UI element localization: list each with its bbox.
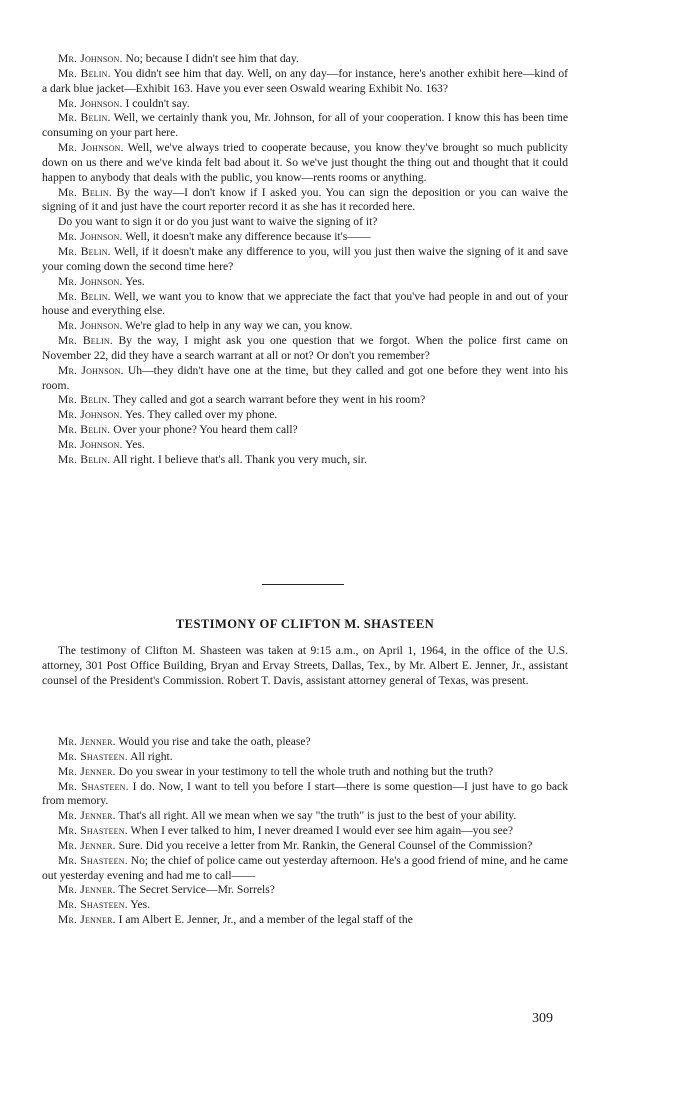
dialogue-text: I am Albert E. Jenner, Jr., and a member of the legal staff of the <box>118 913 413 927</box>
dialogue-paragraph <box>42 186 568 216</box>
dialogue-paragraph <box>42 319 568 334</box>
dialogue-text: All right. I believe that's all. Thank you very much, sir. <box>112 452 367 466</box>
dialogue-text: No; because I didn't see him that day. <box>125 52 299 65</box>
dialogue-paragraph <box>42 141 568 186</box>
speaker-name: Mr. Shasteen. <box>58 749 128 763</box>
testimony-intro <box>42 644 568 689</box>
speaker-name: Mr. Belin. <box>58 66 111 80</box>
speaker-name: Mr. Shasteen. <box>58 779 129 793</box>
speaker-name: Mr. Johnson. <box>58 230 123 244</box>
speaker-name: Mr. Johnson. <box>58 52 123 65</box>
dialogue-paragraph <box>42 438 568 453</box>
dialogue-text: You didn't see him that day. Well, on any day—for instance, here's another exhibit here—kind of a dark blue jacket—Exhibit 163. Have you ever seen Oswald wearing Exhibit No. 163? <box>42 66 569 95</box>
speaker-name: Mr. Belin. <box>58 111 111 125</box>
dialogue-paragraph <box>42 750 568 765</box>
dialogue-text: Yes. <box>125 274 145 288</box>
dialogue-paragraph <box>42 111 568 141</box>
dialogue-text: Do you want to sign it or do you just want to waive the signing of it? <box>58 215 378 229</box>
dialogue-paragraph <box>42 290 568 320</box>
speaker-name: Mr. Belin. <box>58 423 111 437</box>
dialogue-text: Sure. Did you receive a letter from Mr. Rankin, the General Counsel of the Commission? <box>118 838 533 852</box>
dialogue-paragraph <box>42 735 568 750</box>
dialogue-paragraph <box>42 883 568 898</box>
speaker-name: Mr. Johnson. <box>58 437 123 451</box>
dialogue-text: The Secret Service—Mr. Sorrels? <box>118 883 275 897</box>
dialogue-text: We're glad to help in any way we can, you know. <box>125 319 353 333</box>
dialogue-paragraph <box>42 334 568 364</box>
speaker-name: Mr. Belin. <box>58 452 111 466</box>
dialogue-paragraph <box>42 780 568 810</box>
speaker-name: Mr. Jenner. <box>58 883 116 897</box>
speaker-name: Mr. Johnson. <box>58 363 124 377</box>
dialogue-paragraph <box>42 245 568 275</box>
testimony-heading: TESTIMONY OF CLIFTON M. SHASTEEN <box>175 617 435 631</box>
dialogue-text: They called and got a search warrant before they went in his room? <box>113 393 426 407</box>
dialogue-paragraph <box>42 52 568 67</box>
dialogue-paragraph <box>42 275 568 290</box>
speaker-name: Mr. Shasteen. <box>58 898 128 912</box>
speaker-name: Mr. Johnson. <box>58 408 123 422</box>
dialogue-paragraph <box>42 215 568 230</box>
johnson-testimony-block <box>42 52 568 468</box>
dialogue-text: Over your phone? You heard them call? <box>113 423 298 437</box>
dialogue-text: When I ever talked to him, I never dreamed I would ever see him again—you see? <box>130 824 513 838</box>
dialogue-text: That's all right. All we mean when we say "the truth" is just to the best of your ability. <box>118 809 517 823</box>
dialogue-paragraph <box>42 824 568 839</box>
speaker-name: Mr. Belin. <box>58 185 112 199</box>
speaker-name: Mr. Jenner. <box>58 735 116 748</box>
speaker-name: Mr. Johnson. <box>58 274 123 288</box>
speaker-name: Mr. Jenner. <box>58 838 116 852</box>
dialogue-paragraph <box>42 408 568 423</box>
speaker-name: Mr. Shasteen. <box>58 853 128 867</box>
dialogue-paragraph <box>42 423 568 438</box>
dialogue-text: I couldn't say. <box>125 96 190 110</box>
dialogue-text: All right. <box>130 749 173 763</box>
speaker-name: Mr. Jenner. <box>58 913 116 927</box>
dialogue-text: By the way—I don't know if I asked you. You can sign the deposition or you can waive the signing of it and just have the court reporter record it as she has it recorded here. <box>42 185 568 214</box>
dialogue-text: Uh—they didn't have one at the time, but they called and got one before they went into his room. <box>42 363 569 392</box>
speaker-name: Mr. Jenner. <box>58 809 116 823</box>
dialogue-text: Yes. <box>125 437 145 451</box>
dialogue-paragraph <box>42 898 568 913</box>
dialogue-paragraph <box>42 97 568 112</box>
page-number: 309 <box>532 1011 553 1026</box>
speaker-name: Mr. Belin. <box>58 393 111 407</box>
speaker-name: Mr. Jenner. <box>58 764 116 778</box>
section-divider <box>262 584 344 585</box>
speaker-name: Mr. Shasteen. <box>58 824 128 838</box>
speaker-name: Mr. Belin. <box>58 244 111 258</box>
dialogue-paragraph <box>42 364 568 394</box>
dialogue-text: Would you rise and take the oath, please? <box>118 735 311 748</box>
dialogue-text: Well, we certainly thank you, Mr. Johnson, for all of your cooperation. I know this has been time consuming on your part here. <box>42 111 568 140</box>
intro-paragraph: The testimony of Clifton M. Shasteen was taken at 9:15 a.m., on April 1, 1964, in the office of the U.S. attorney, 301 Post Office Building, Bryan and Ervay Streets, Dallas, Tex., by Mr. Albert E. Jenner, Jr., assistant counsel of the President's Commission. Robert T. Davis, assistant attorney general of Texas, was present. <box>42 644 568 687</box>
dialogue-text: Well, if it doesn't make any difference to you, will you just then waive the signing of it and save your coming down the second time here? <box>42 244 568 273</box>
dialogue-text: Well, we want you to know that we appreciate the fact that you've had people in and out of your house and everything else. <box>42 289 568 318</box>
dialogue-paragraph <box>42 230 568 245</box>
dialogue-paragraph <box>42 854 568 884</box>
dialogue-paragraph <box>42 765 568 780</box>
shasteen-testimony-block <box>42 735 568 928</box>
dialogue-paragraph <box>42 809 568 824</box>
dialogue-paragraph <box>42 839 568 854</box>
dialogue-paragraph <box>42 453 568 468</box>
dialogue-text: I do. Now, I want to tell you before I start—there is some question—I just have to go back from memory. <box>42 779 568 808</box>
dialogue-text: Well, we've always tried to cooperate because, you know they've brought so much publicity down on us there and we've kinda felt bad about it. So we've just thought the thing out and thought that it could happen to anybody that deals with the public, you know—rents rooms or anything. <box>42 141 568 184</box>
speaker-name: Mr. Belin. <box>58 334 113 348</box>
speaker-name: Mr. Johnson. <box>58 319 123 333</box>
dialogue-text: No; the chief of police came out yesterday afternoon. He's a good friend of mine, and he came out yesterday evening and had me to call—— <box>42 853 568 882</box>
dialogue-text: Do you swear in your testimony to tell the whole truth and nothing but the truth? <box>118 764 494 778</box>
dialogue-text: Yes. They called over my phone. <box>125 408 278 422</box>
speaker-name: Mr. Johnson. <box>58 141 124 155</box>
speaker-name: Mr. Belin. <box>58 289 111 303</box>
dialogue-text: Yes. <box>130 898 151 912</box>
dialogue-text: Well, it doesn't make any difference because it's—— <box>125 230 371 244</box>
dialogue-paragraph <box>42 393 568 408</box>
speaker-name: Mr. Johnson. <box>58 96 123 110</box>
dialogue-paragraph <box>42 913 568 928</box>
dialogue-text: By the way, I might ask you one question that we forgot. When the police first came on November 22, did they have a search warrant at all or not? Or don't you remember? <box>42 334 568 362</box>
dialogue-paragraph <box>42 67 568 97</box>
